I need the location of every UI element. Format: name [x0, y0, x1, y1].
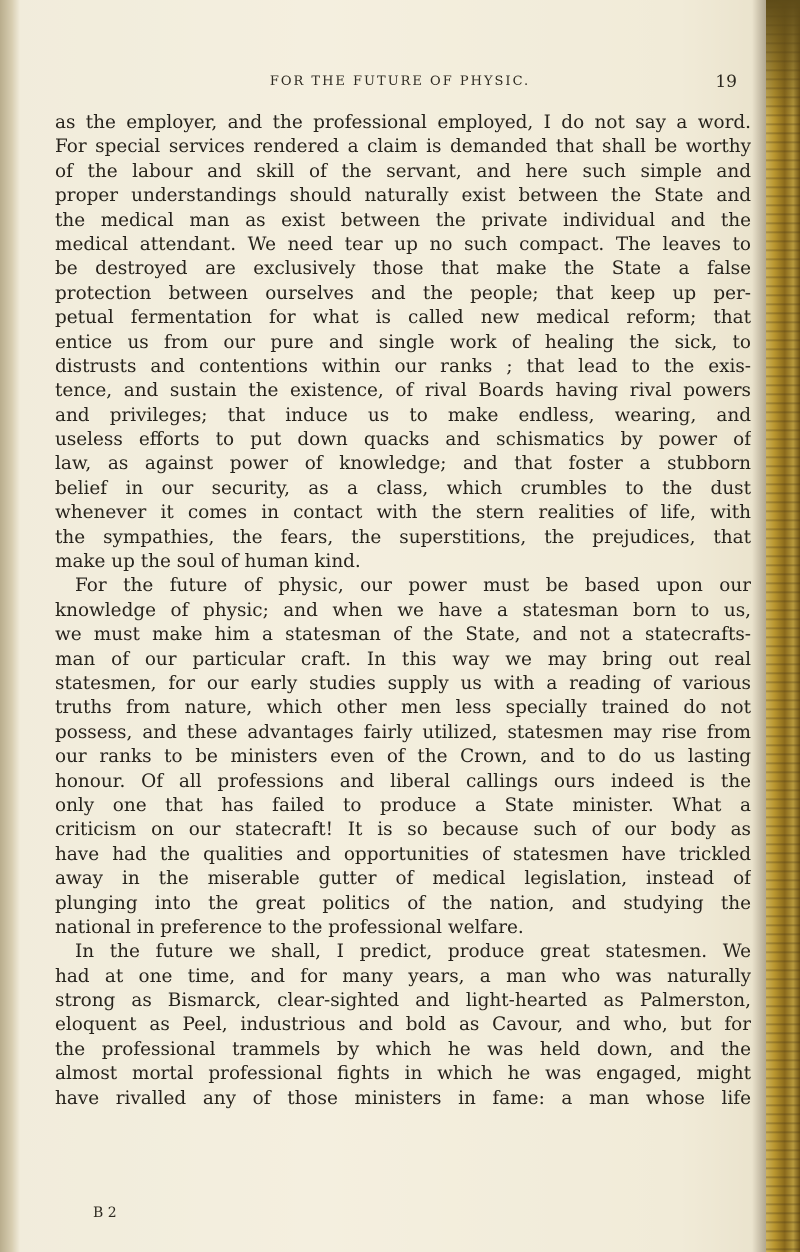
text-line: truths from nature, which other men less specially trained do not [55, 697, 751, 719]
book-binding [766, 0, 800, 1252]
text-line: have rivalled any of those ministers in fame: a man whose life [55, 1087, 751, 1109]
page-left-edge [0, 0, 20, 1252]
text-line: and privileges; that induce us to make endless, wearing, and [55, 404, 751, 426]
text-line: tence, and sustain the existence, of rival Boards having rival powers [55, 380, 751, 402]
text-line: away in the miserable gutter of medical legislation, instead of [55, 868, 751, 890]
text-line: national in preference to the professional welfare. [55, 916, 524, 938]
text-line: the professional trammels by which he was held down, and the [55, 1038, 751, 1060]
text-line: In the future we shall, I predict, produce great statesmen. We [75, 941, 751, 963]
text-line: For the future of physic, our power must be based upon our [75, 575, 751, 597]
text-line: medical attendant. We need tear up no such compact. The leaves to [55, 233, 751, 255]
text-line: man of our particular craft. In this way we may bring out real [55, 648, 751, 670]
text-line: almost mortal professional fights in which he was engaged, might [55, 1063, 751, 1085]
text-line: we must make him a statesman of the State, and not a statecrafts- [55, 624, 751, 646]
text-line: strong as Bismarck, clear-sighted and light-hearted as Palmerston, [55, 990, 751, 1012]
text-line: For special services rendered a claim is demanded that shall be worthy [55, 136, 751, 158]
text-line: possess, and these advantages fairly utilized, statesmen may rise from [55, 721, 751, 743]
signature-mark: B 2 [93, 1205, 117, 1221]
text-line: our ranks to be ministers even of the Crown, and to do us lasting [55, 746, 751, 768]
text-line: eloquent as Peel, industrious and bold as Cavour, and who, but for [55, 1014, 751, 1036]
binding-top-shade [766, 0, 800, 120]
page-number: 19 [715, 72, 737, 92]
text-line: protection between ourselves and the people; that keep up per- [55, 282, 751, 304]
page-header [55, 74, 745, 96]
text-line: useless efforts to put down quacks and schismatics by power of [55, 429, 751, 451]
text-line: have had the qualities and opportunities of statesmen have trickled [55, 843, 751, 865]
text-line: of the labour and skill of the servant, and here such simple and [55, 160, 751, 182]
text-line: proper understandings should naturally exist between the State and [55, 185, 751, 207]
text-line: statesmen, for our early studies supply us with a reading of various [55, 672, 751, 694]
text-line: the medical man as exist between the private individual and the [55, 209, 751, 231]
text-line: make up the soul of human kind. [55, 551, 361, 573]
text-line: law, as against power of knowledge; and that foster a stubborn [55, 453, 751, 475]
text-line: the sympathies, the fears, the superstitions, the prejudices, that [55, 526, 751, 548]
text-line: entice us from our pure and single work of healing the sick, to [55, 331, 751, 353]
text-line: whenever it comes in contact with the stern realities of life, with [55, 502, 751, 524]
text-line: had at one time, and for many years, a man who was naturally [55, 965, 751, 987]
binding-shadow [752, 0, 766, 1252]
text-line: criticism on our statecraft! It is so because such of our body as [55, 819, 751, 841]
text-line: belief in our security, as a class, which crumbles to the dust [55, 477, 751, 499]
text-line: plunging into the great politics of the nation, and studying the [55, 892, 751, 914]
text-line: petual fermentation for what is called new medical reform; that [55, 307, 751, 329]
body-text [55, 111, 751, 1111]
text-line: distrusts and contentions within our ranks ; that lead to the exis- [55, 355, 751, 377]
text-line: as the employer, and the professional employed, I do not say a word. [55, 112, 751, 133]
text-line: knowledge of physic; and when we have a statesman born to us, [55, 599, 751, 621]
text-line: be destroyed are exclusively those that make the State a false [55, 258, 751, 280]
text-line: only one that has failed to produce a State minister. What a [55, 794, 751, 816]
running-head: FOR THE FUTURE OF PHYSIC. [269, 74, 531, 89]
text-line: honour. Of all professions and liberal callings ours indeed is the [55, 770, 751, 792]
